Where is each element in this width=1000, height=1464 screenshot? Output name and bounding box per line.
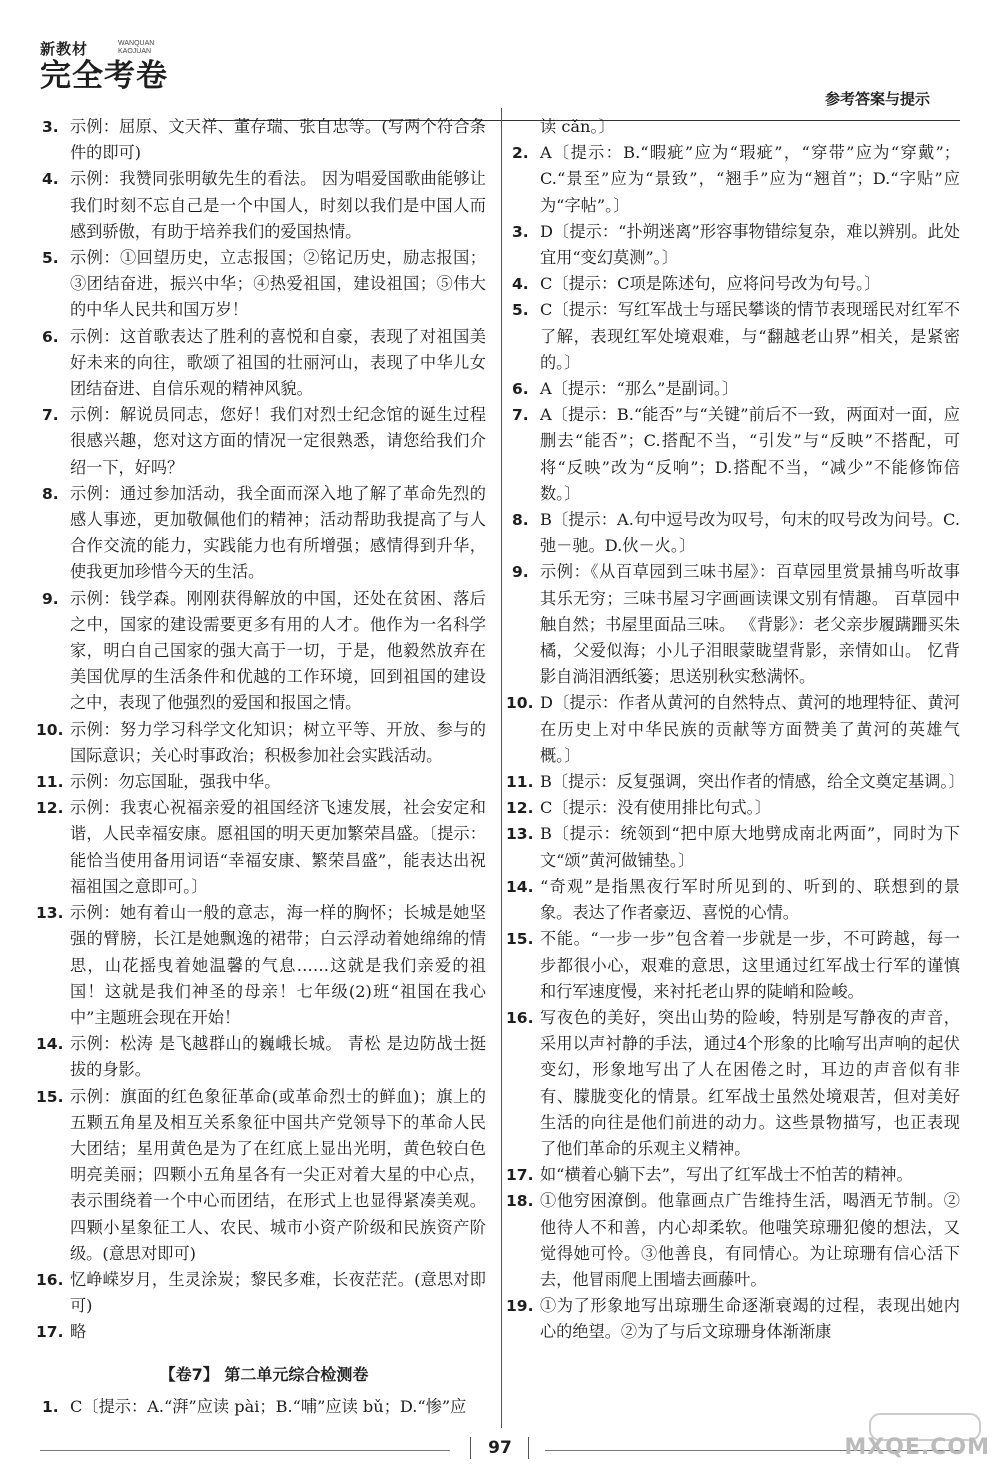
answer-text: 示例：松涛 是飞越群山的巍峨长城。 青松 是边防战士挺拔的身影。 xyxy=(70,1034,486,1080)
answer-number: 3. xyxy=(42,118,59,136)
answer-item xyxy=(506,926,960,1005)
answer-text: 示例：我赞同张明敏先生的看法。 因为唱爱国歌曲能够让我们时刻不忘自己是一个中国人，时刻以我们是中国人而感到骄傲，有助于培养我们的爱国热情。 xyxy=(70,169,486,241)
answer-item xyxy=(506,1005,960,1162)
answer-item xyxy=(42,114,486,166)
brand-pinyin-1: WANQUAN xyxy=(118,40,155,47)
answer-item xyxy=(512,559,960,690)
answer-number: 2. xyxy=(512,144,529,163)
answer-item xyxy=(36,1084,486,1267)
answer-number: 13. xyxy=(506,825,534,844)
answer-item xyxy=(512,297,960,376)
continued-text: 读 cǎn。〕 xyxy=(540,117,615,136)
answer-number: 17. xyxy=(36,1323,64,1342)
brand-title: 完全考卷 xyxy=(40,58,168,94)
answer-text: 示例：旗面的红色象征革命(或革命烈士的鲜血)；旗上的五颗五角星及相互关系象征中国共产党领导下的革命人民大团结；星用黄色是为了在红底上显出光明，黄色较白色明亮美丽；四颗小五角星各有一尖正对着大星的中心点，表示围绕着一个中心而团结，在形式上也显得紧凑美观。四颗小星象征工人、农民、城市小资产阶级和民族资产阶级。(意思对即可) xyxy=(70,1086,486,1263)
answer-number: 13. xyxy=(36,904,64,923)
answer-number: 4. xyxy=(42,170,59,189)
answer-text: C〔提示：写红军战士与瑶民攀谈的情节表现瑶民对红军不了解，表现红军处境艰难，与“翻越老山界”相关，是紧密的。〕 xyxy=(540,300,960,372)
answer-number: 6. xyxy=(42,327,59,346)
answer-text: D〔提示：“扑朔迷离”形容事物错综复杂，难以辨别。此处宜用“变幻莫测”。〕 xyxy=(540,221,960,268)
answer-item xyxy=(512,507,960,559)
answer-text: C〔提示：C项是陈述句，应将问号改为句号。〕 xyxy=(540,274,881,294)
brand-small-text: 新教材 xyxy=(40,40,89,58)
watermark-text: MXQE.COM xyxy=(844,1435,990,1460)
answer-number: 9. xyxy=(512,563,529,582)
answer-item xyxy=(512,271,960,297)
answer-text: 示例：①回望历史，立志报国；②铭记历史，励志报国；③团结奋进，振兴中华；④热爱祖国，建设祖国；⑤伟大的中华人民共和国万岁！ xyxy=(70,248,486,320)
answer-text: A〔提示：“那么”是副词。〕 xyxy=(540,379,739,399)
answer-item xyxy=(42,166,486,245)
answer-text: 示例：钱学森。刚刚获得解放的中国，还处在贫困、落后之中，国家的建设需要更多有用的人才。他作为一名科学家，明白自己国家的强大高于一切，于是，他毅然放弃在美国优厚的生活条件和优越的工作环境，回到祖国的建设之中，表现了他强烈的爱国和报国之情。 xyxy=(70,588,486,713)
brand-pinyin xyxy=(118,40,154,56)
answer-number: 16. xyxy=(36,1270,64,1289)
answer-number: 11. xyxy=(36,773,64,792)
answer-item xyxy=(36,769,486,795)
answer-text: 示例：努力学习科学文化知识；树立平等、开放、参与的国际意识；关心时事政治；积极参加社会实践活动。 xyxy=(70,719,486,765)
answer-number: 5. xyxy=(42,249,59,268)
page-number: 97 xyxy=(488,1438,512,1458)
footer-tick-right xyxy=(528,1437,529,1459)
answer-item xyxy=(36,1319,486,1345)
answer-number: 8. xyxy=(512,511,529,530)
answer-text: 如“横着心躺下去”，写出了红军战士不怕苦的精神。 xyxy=(540,1165,913,1185)
answer-text: 忆峥嵘岁月，生灵涂炭；黎民多难，长夜茫茫。(意思对即可) xyxy=(70,1269,486,1316)
answer-text: 示例：《从百草园到三味书屋》：百草园里赏景捕鸟听故事其乐无穷；三味书屋习字画画读课文别有情趣。 百草园中触自然；书屋里面品三味。 《背影》：老父亲步履蹒跚买朱橘，父爱似海；小儿子泪眼蒙眬望背影，亲情如山。 忆背影自淌泪洒纸篓；思送别秋实愁满怀。 xyxy=(540,562,960,687)
answer-number: 10. xyxy=(506,694,534,713)
answer-number: 15. xyxy=(36,1087,64,1106)
column-divider xyxy=(501,108,502,1428)
answer-text: C〔提示：A.“湃”应读 pài；B.“哺”应读 bǔ；D.“惨”应 xyxy=(70,1396,467,1416)
answer-text: 示例：屈原、文天祥、董存瑞、张自忠等。(写两个符合条件的即可) xyxy=(70,117,486,163)
answer-text: B〔提示：统领到“把中原大地劈成南北两面”，同时为下文“颂”黄河做铺垫。〕 xyxy=(540,824,960,870)
answer-text: 示例：我衷心祝福亲爱的祖国经济飞速发展，社会安定和谐，人民幸福安康。愿祖国的明天更加繁荣昌盛。〔提示：能恰当使用备用词语“幸福安康、繁荣昌盛”，能表达出祝福祖国之意即可。〕 xyxy=(70,798,486,896)
answer-text: 示例：这首歌表达了胜利的喜悦和自豪，表现了对祖国美好未来的向往，歌颂了祖国的壮丽河山，表现了中华儿女团结奋进、自信乐观的精神风貌。 xyxy=(70,326,486,399)
answer-text: ①他穷困潦倒。他靠画点广告维持生活，喝酒无节制。②他待人不和善，内心却柔软。他嗤笑琼珊犯傻的想法，又觉得她可怜。③他善良，有同情心。为让琼珊有信心活下去，他冒雨爬上围墙去画藤叶。 xyxy=(540,1191,960,1289)
answer-number: 7. xyxy=(42,406,59,425)
answer-item xyxy=(506,1188,960,1293)
answer-item xyxy=(42,481,486,586)
answer-number: 7. xyxy=(512,406,529,425)
brand-pinyin-2: KAOJUAN xyxy=(118,48,152,55)
footer-tick-left xyxy=(470,1437,471,1459)
answer-number: 9. xyxy=(42,589,59,608)
answer-number: 5. xyxy=(512,301,529,320)
answer-item xyxy=(42,402,486,481)
answer-text: 略 xyxy=(70,1322,87,1342)
answer-text: B〔提示：反复强调，突出作者的情感，给全文奠定基调。〕 xyxy=(540,772,965,792)
answer-number: 16. xyxy=(506,1008,534,1027)
answer-number: 3. xyxy=(512,222,529,241)
answer-number: 18. xyxy=(506,1192,534,1211)
answer-item xyxy=(42,324,486,403)
answer-text: B〔提示：A.句中逗号改为叹号，句末的叹号改为问号。C.弛－驰。D.伙－火。〕 xyxy=(540,510,960,556)
answer-text: 不能。“一步一步”包含着一步就是一步，不可跨越，每一步都很小心，艰难的意思，这里通过红军战士行军的谨慎和行军速度慢，来衬托老山界的陡峭和险峻。 xyxy=(540,929,960,1001)
answer-item xyxy=(506,690,960,769)
answer-text: D〔提示：作者从黄河的自然特点、黄河的地理特征、黄河在历史上对中华民族的贡献等方面赞美了黄河的英雄气概。〕 xyxy=(540,693,960,765)
answer-item xyxy=(36,795,486,900)
answer-number: 14. xyxy=(36,1035,64,1054)
header-section-title: 参考答案与提示 xyxy=(824,90,930,108)
watermark-logo xyxy=(844,1412,990,1460)
answer-number: 12. xyxy=(506,799,534,818)
answer-item xyxy=(42,245,486,324)
answer-number: 1. xyxy=(42,1397,59,1416)
right-column xyxy=(506,114,965,1346)
answer-text: A〔提示：B.“能否”与“关键”前后不一致，两面对一面，应删去“能否”；C.搭配不当，“引发”与“反映”不搭配，可将“反映”改为“反响”；D.搭配不当，“减少”不能修饰倍数。〕 xyxy=(540,405,960,503)
answer-number: 6. xyxy=(512,380,529,399)
brand-logo xyxy=(40,38,168,93)
footer-rule-left xyxy=(40,1450,450,1451)
answer-item xyxy=(506,795,960,821)
answer-text: 示例：通过参加活动，我全面而深入地了解了革命先烈的感人事迹，更加敬佩他们的精神；活动帮助我提高了与人合作交流的能力，实践能力也有所增强；感情得到升华，使我更加珍惜今天的生活。 xyxy=(70,483,486,582)
answer-text: 写夜色的美好，突出山势的险峻，特别是写静夜的声音，采用以声衬静的手法，通过4个形象的比喻写出声响的起伏变幻，形象地写出了人在困倦之时，耳边的声音似有非有、朦胧变化的情景。红军战士虽然处境艰苦，但对美好生活的向往是他们前进的动力。这些景物描写，也正表现了他们革命的乐观主义精神。 xyxy=(540,1007,960,1158)
answer-text: 示例：她有着山一般的意志，海一样的胸怀；长城是她坚强的臂膀，长江是她飘逸的裙带；白云浮动着她绵绵的情思，山花摇曳着她温馨的气息……这就是我们亲爱的祖国！这就是我们神圣的母亲！七年级(2)班“祖国在我心中”主题班会现在开始！ xyxy=(70,903,486,1027)
answer-text: “奇观”是指黑夜行军时所见到的、听到的、联想到的景象。表达了作者豪迈、喜悦的心情。 xyxy=(540,876,960,923)
answer-number: 15. xyxy=(506,930,534,949)
answer-item xyxy=(42,1394,486,1420)
answer-number: 4. xyxy=(512,275,529,294)
answer-item xyxy=(506,769,965,795)
answer-text: A〔提示：B.“暇疵”应为“瑕疵”，“穿带”应为“穿戴”；C.“景至”应为“景致”，“翘手”应为“翘首”；D.“字贴”应为“字帖”。〕 xyxy=(540,143,960,215)
answer-item xyxy=(42,586,486,717)
answer-number: 8. xyxy=(42,484,59,503)
answer-item xyxy=(512,402,960,507)
answer-item xyxy=(506,1293,960,1345)
answer-item xyxy=(512,219,960,271)
answer-text: 示例：解说员同志，您好！我们对烈士纪念馆的诞生过程很感兴趣，您对这方面的情况一定很熟悉，请您给我们介绍一下，好吗？ xyxy=(70,405,486,477)
answer-item xyxy=(36,717,486,769)
answer-number: 19. xyxy=(506,1297,534,1316)
section-title: 【卷7】 第二单元综合检测卷 xyxy=(159,1364,369,1384)
answer-number: 14. xyxy=(506,877,534,896)
answer-text: 示例：勿忘国耻，强我中华。 xyxy=(70,772,281,792)
answer-item xyxy=(36,900,486,1031)
answer-item xyxy=(506,821,960,873)
answer-text: C〔提示：没有使用排比句式。〕 xyxy=(540,798,771,818)
left-column xyxy=(36,114,486,1420)
answer-item xyxy=(36,1267,486,1319)
answer-item xyxy=(506,1162,960,1188)
answer-text: ①为了形象地写出琼珊生命逐渐衰竭的过程，表现出她内心的绝望。②为了与后文琼珊身体渐渐康 xyxy=(540,1296,960,1342)
answer-number: 10. xyxy=(36,720,64,739)
answer-item xyxy=(512,376,960,402)
answer-number: 17. xyxy=(506,1166,534,1185)
answer-item xyxy=(512,140,960,219)
answer-number: 11. xyxy=(506,773,534,792)
page-header xyxy=(40,38,960,108)
answer-item xyxy=(36,1031,486,1083)
answer-number: 12. xyxy=(36,799,64,818)
answer-item xyxy=(506,874,960,926)
